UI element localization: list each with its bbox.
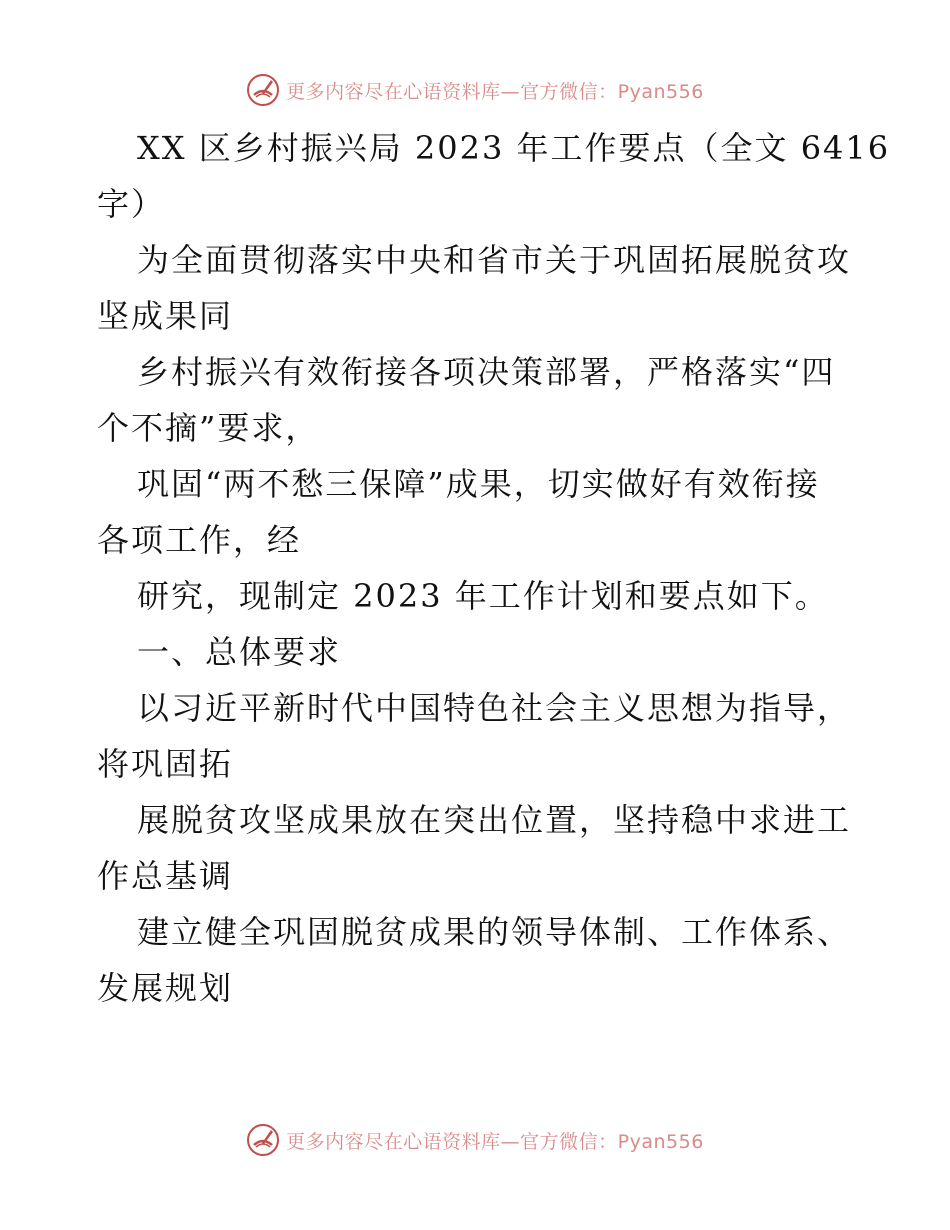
paragraph-line: 发展规划: [97, 969, 234, 1007]
paragraph-line: 以习近平新时代中国特色社会主义思想为指导，: [137, 689, 852, 727]
paragraph-line: 研究，现制定 2023 年工作计划和要点如下。: [137, 577, 829, 615]
book-pen-logo-icon: [246, 1123, 280, 1157]
paragraph-line: 乡村振兴有效衔接各项决策部署，严格落实“四: [137, 353, 836, 391]
watermark-text: 更多内容尽在心语资料库—官方微信：Pyan556: [286, 1130, 704, 1153]
paragraph-line: 坚成果同: [97, 297, 234, 335]
paragraph-line: 为全面贯彻落实中央和省市关于巩固拓展脱贫攻: [137, 241, 852, 279]
paragraph-line: 将巩固拓: [97, 745, 234, 783]
paragraph-line: 建立健全巩固脱贫成果的领导体制、工作体系、: [137, 913, 852, 951]
watermark-text: 更多内容尽在心语资料库—官方微信：Pyan556: [286, 80, 704, 103]
paragraph-line: 巩固“两不愁三保障”成果，切实做好有效衔接: [137, 465, 820, 503]
book-pen-logo-icon: [246, 73, 280, 107]
paragraph-line: 展脱贫攻坚成果放在突出位置，坚持稳中求进工: [137, 801, 852, 839]
title-line-1: XX 区乡村振兴局 2023 年工作要点（全文 6416: [137, 129, 891, 167]
paragraph-line: 各项工作，经: [97, 521, 302, 559]
title-line-2: 字）: [97, 185, 166, 223]
header-watermark: [0, 70, 950, 110]
section-heading: 一、总体要求: [137, 633, 342, 671]
paragraph-line: 个不摘”要求，: [97, 409, 320, 447]
footer-watermark: [0, 1120, 950, 1160]
paragraph-line: 作总基调: [97, 857, 234, 895]
document-body: [97, 120, 891, 1016]
